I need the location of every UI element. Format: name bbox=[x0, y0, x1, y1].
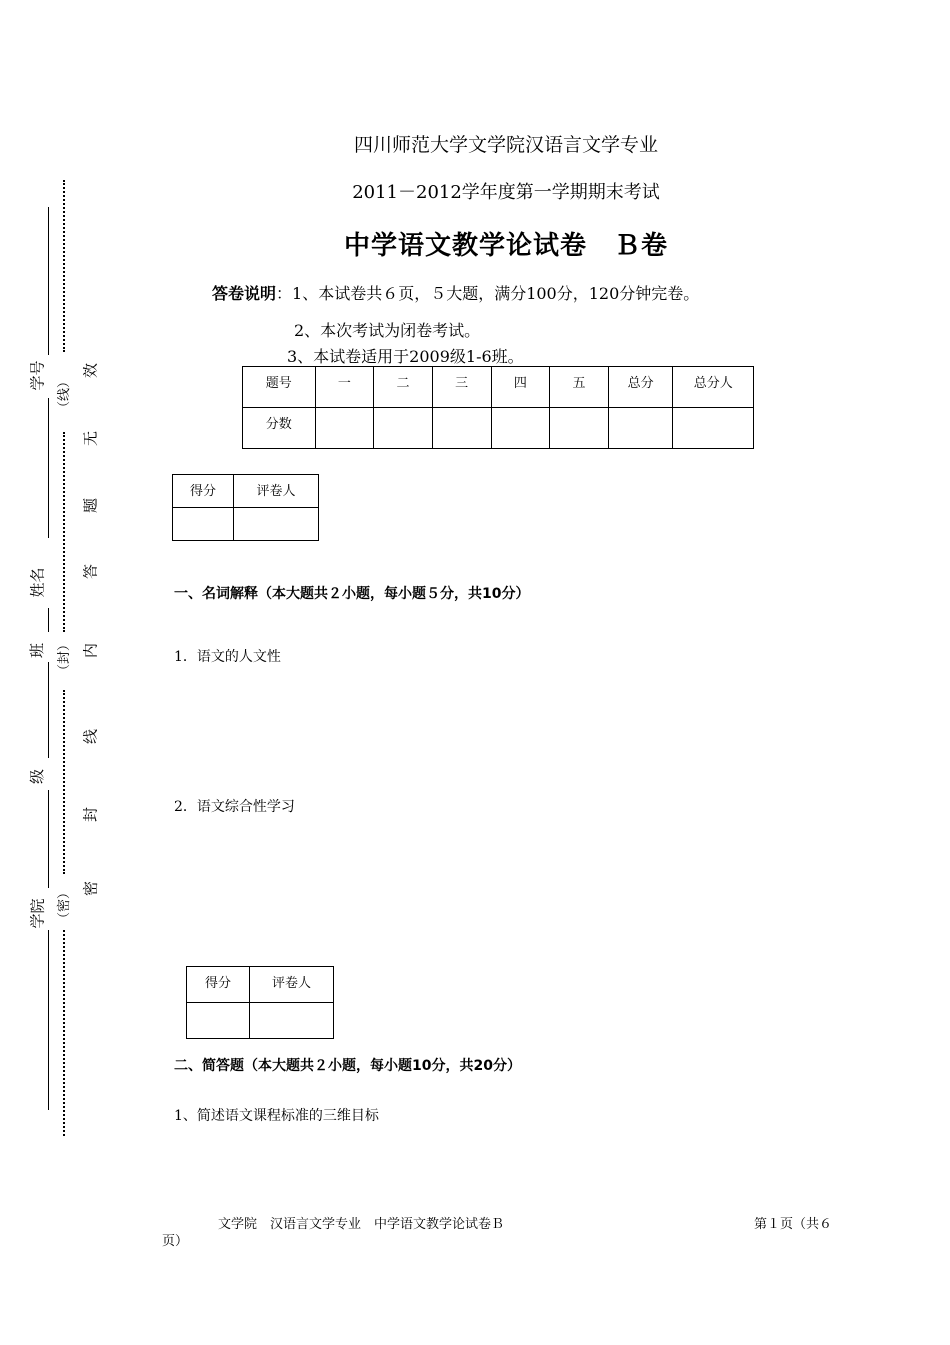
exam-title: 中学语文教学论试卷 Ｂ卷 bbox=[343, 231, 668, 261]
footer-page-number-tail: 页） bbox=[162, 1234, 189, 1249]
score-input-cell[interactable] bbox=[173, 508, 234, 541]
college-line bbox=[48, 930, 49, 1110]
student-id-label: 学号 bbox=[28, 360, 47, 391]
score-table-cell: 题号 bbox=[243, 367, 316, 408]
section-1-title: 一、名词解释（本大题共２小题，每小题５分，共10分） bbox=[174, 586, 530, 602]
term-title: 2011－2012学年度第一学期期末考试 bbox=[352, 182, 660, 203]
question-2-1: 1、简述语文课程标准的三维目标 bbox=[174, 1108, 379, 1124]
score-table-score-row bbox=[243, 408, 754, 449]
class-line bbox=[48, 662, 49, 758]
score-input-cell[interactable] bbox=[491, 408, 550, 449]
score-input-cell[interactable] bbox=[374, 408, 433, 449]
instructions-line-3: 3、本试卷适用于2009级1-6班。 bbox=[287, 347, 524, 366]
cut-line bbox=[63, 432, 65, 632]
grade-line bbox=[48, 790, 49, 888]
footer-page-number: 第１页（共６ bbox=[754, 1217, 833, 1232]
notice-char: 线 bbox=[81, 729, 100, 745]
score-table-header-row bbox=[243, 367, 754, 408]
score-input-cell[interactable] bbox=[432, 408, 491, 449]
score-table-cell: 分数 bbox=[243, 408, 316, 449]
cut-line bbox=[63, 180, 65, 352]
section-2-title: 二、简答题（本大题共２小题，每小题10分，共20分） bbox=[174, 1058, 521, 1074]
score-input-cell[interactable] bbox=[673, 408, 754, 449]
score-table-cell: 五 bbox=[550, 367, 609, 408]
score-table bbox=[242, 366, 754, 449]
instructions-text-1: ：1、本试卷共６页，５大题，满分100分，120分钟完卷。 bbox=[276, 284, 700, 303]
grader-label-cell: 评卷人 bbox=[250, 967, 334, 1003]
score-table-cell: 二 bbox=[374, 367, 433, 408]
grader-box bbox=[186, 966, 334, 1039]
score-input-cell[interactable] bbox=[315, 408, 374, 449]
name-line-tail bbox=[48, 608, 49, 632]
score-table-cell: 三 bbox=[432, 367, 491, 408]
name-label: 姓名 bbox=[28, 567, 47, 598]
grade-label: 级 bbox=[28, 768, 47, 785]
score-table-cell: 总分 bbox=[608, 367, 673, 408]
notice-char: 封 bbox=[81, 807, 100, 823]
grader-input-cell[interactable] bbox=[250, 1003, 334, 1039]
score-input-cell[interactable] bbox=[187, 1003, 250, 1039]
line-mark: （线） bbox=[57, 374, 73, 415]
score-table-cell: 总分人 bbox=[673, 367, 754, 408]
instructions-line-1 bbox=[212, 281, 699, 304]
secret-mark: （密） bbox=[57, 885, 73, 926]
score-table-cell: 一 bbox=[315, 367, 374, 408]
question-1-1: 1．语文的人文性 bbox=[174, 649, 281, 665]
footer-text: 文学院 汉语言文学专业 中学语文教学论试卷Ｂ bbox=[218, 1217, 505, 1232]
student-id-line bbox=[48, 207, 49, 355]
instructions-label: 答卷说明 bbox=[212, 284, 277, 303]
college-label: 学院 bbox=[28, 898, 47, 929]
notice-char: 内 bbox=[81, 643, 100, 659]
score-table-cell: 四 bbox=[491, 367, 550, 408]
notice-char: 答 bbox=[81, 564, 100, 580]
class-label: 班 bbox=[28, 642, 47, 659]
grader-box bbox=[172, 474, 319, 541]
notice-char: 题 bbox=[81, 498, 100, 514]
instructions-line-2: 2、本次考试为闭卷考试。 bbox=[294, 321, 481, 340]
cut-line bbox=[63, 690, 65, 874]
score-input-cell[interactable] bbox=[550, 408, 609, 449]
grader-input-cell[interactable] bbox=[234, 508, 319, 541]
notice-char: 效 bbox=[81, 363, 100, 379]
notice-char: 无 bbox=[81, 431, 100, 447]
question-1-2: 2．语文综合性学习 bbox=[174, 799, 295, 815]
school-title: 四川师范大学文学院汉语言文学专业 bbox=[353, 134, 658, 156]
seal-mark: （封） bbox=[57, 637, 73, 678]
score-input-cell[interactable] bbox=[608, 408, 673, 449]
score-label-cell: 得分 bbox=[173, 475, 234, 508]
score-label-cell: 得分 bbox=[187, 967, 250, 1003]
cut-line bbox=[63, 930, 65, 1136]
name-line bbox=[48, 398, 49, 538]
notice-char: 密 bbox=[81, 881, 100, 897]
grader-label-cell: 评卷人 bbox=[234, 475, 319, 508]
